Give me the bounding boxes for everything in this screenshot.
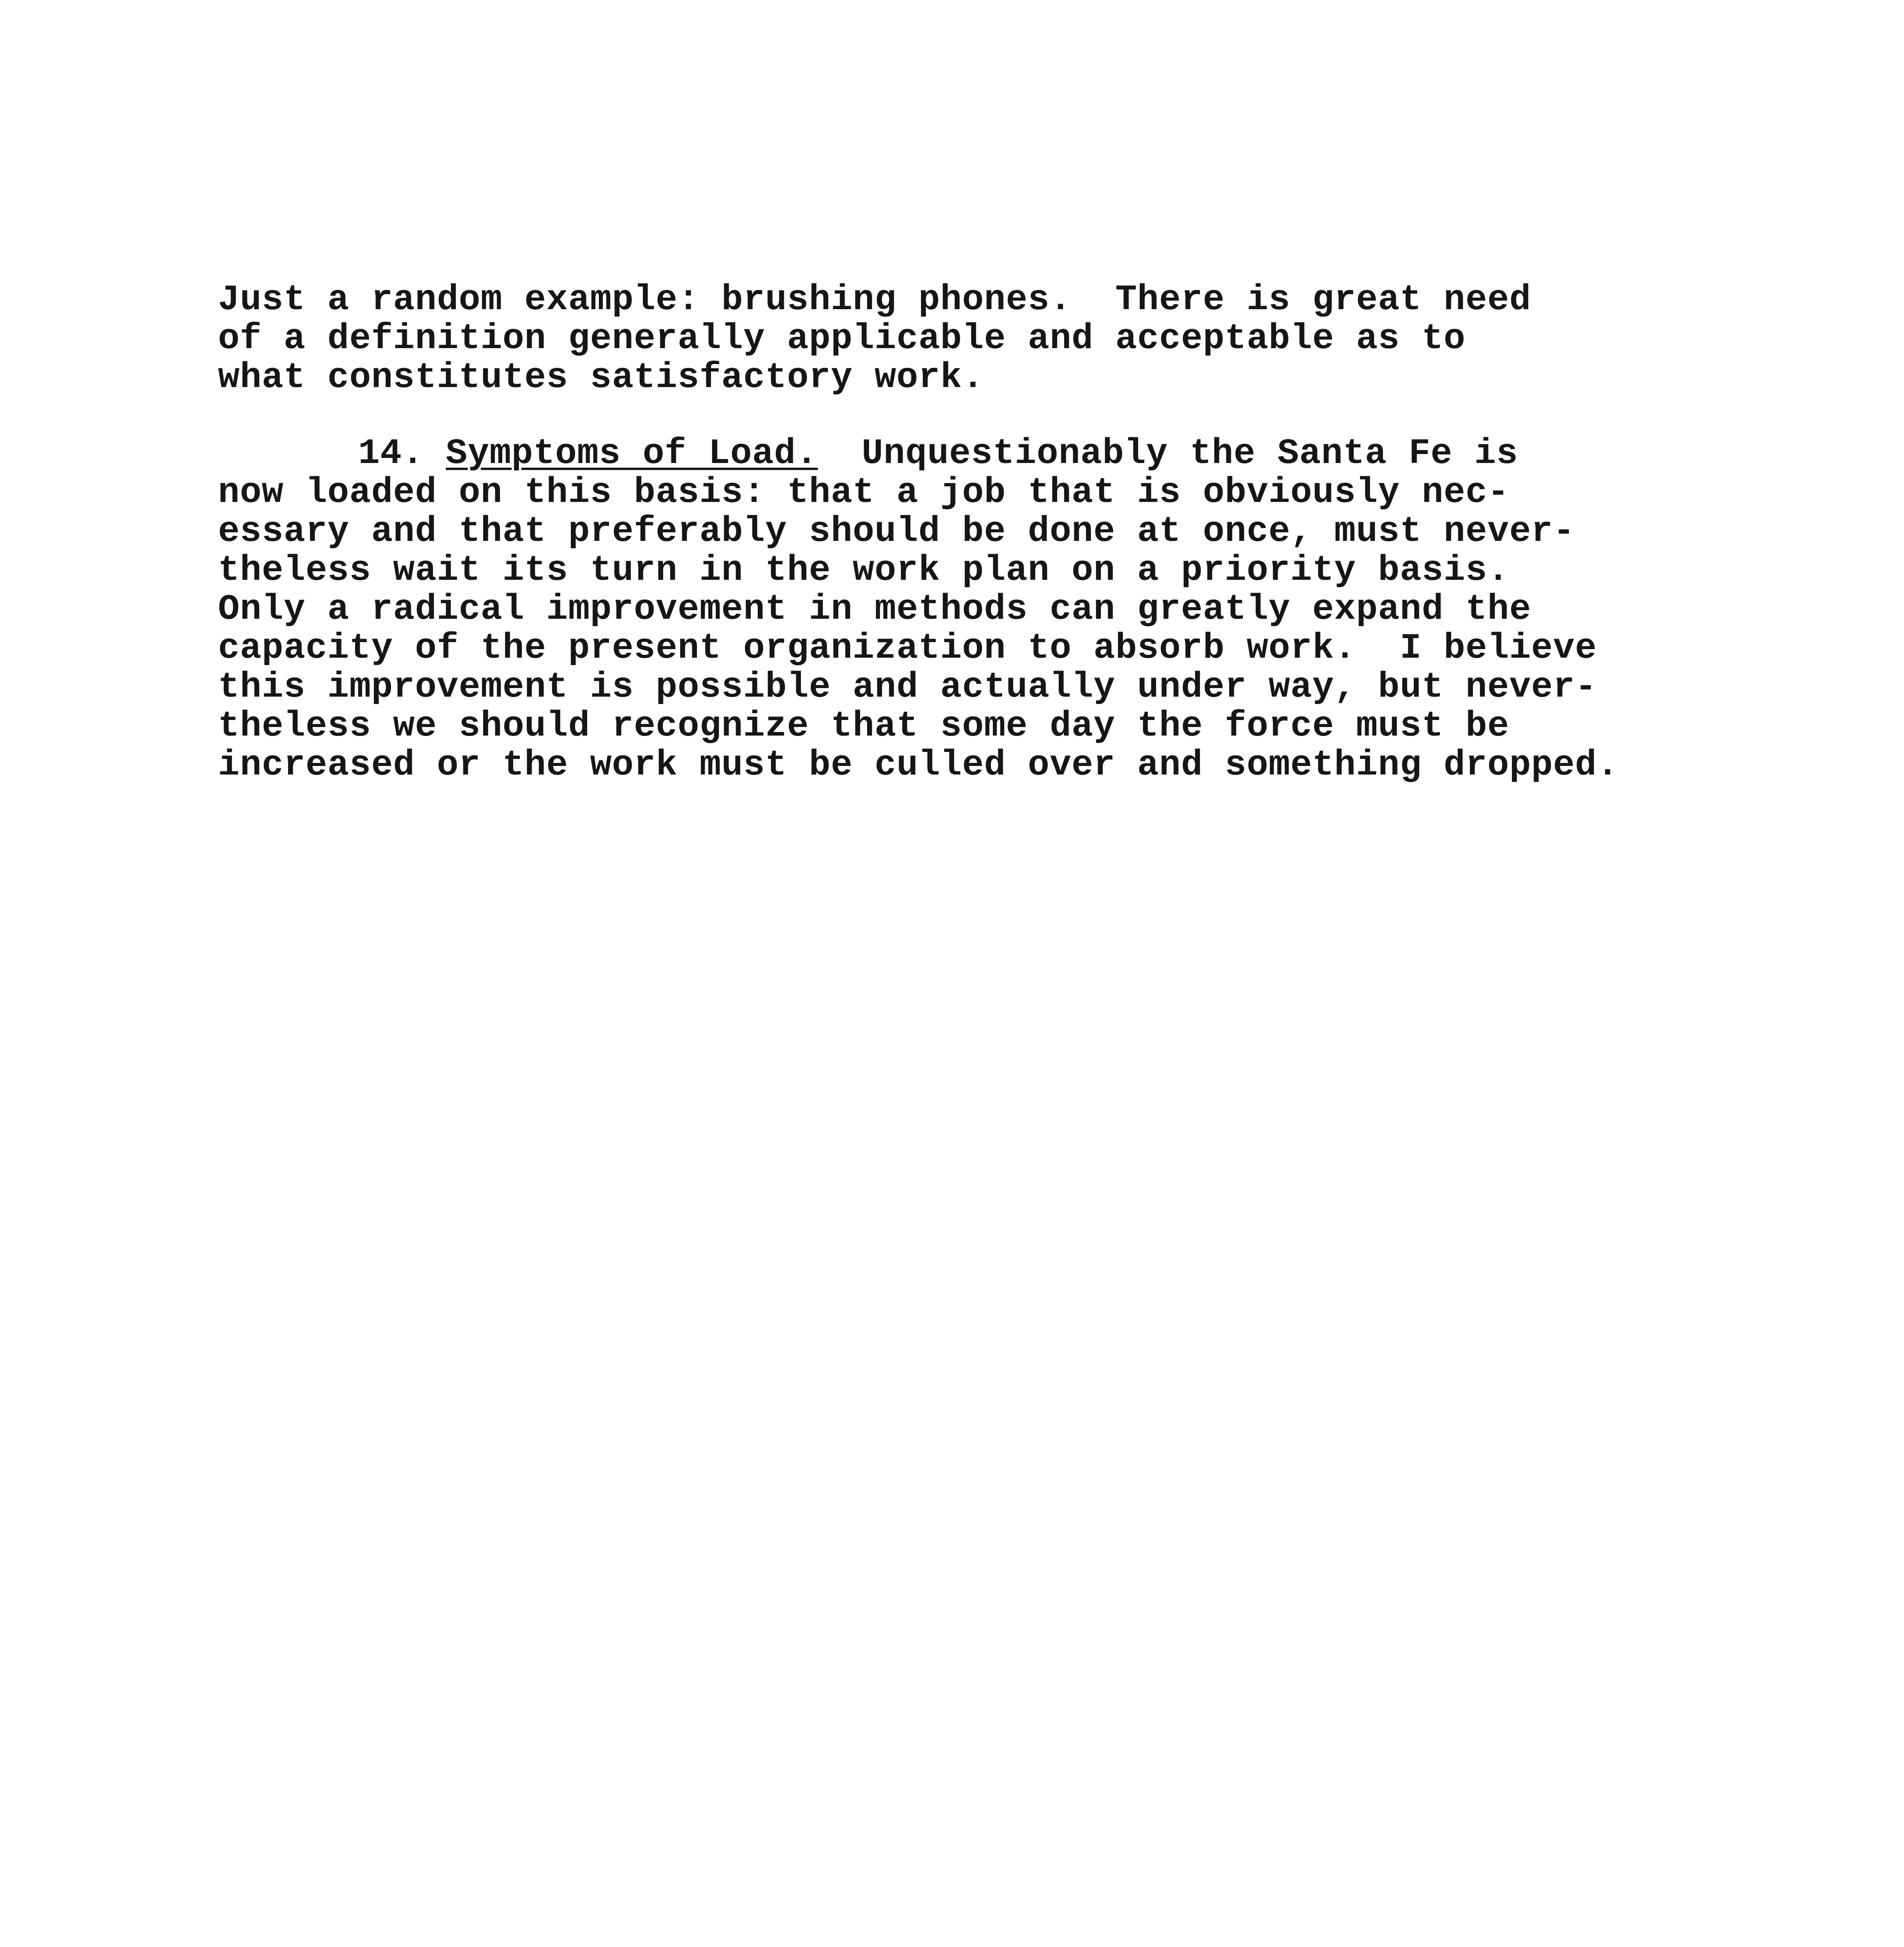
paragraph-2-line-3: essary and that preferably should be done at once, must never- (218, 511, 1575, 552)
paragraph-2-line-6: capacity of the present organization to absorb work. I believe (218, 628, 1597, 669)
paragraph-2-heading-line (218, 434, 1690, 473)
paragraph-2-line-4: theless wait its turn in the work plan on a priority basis. (218, 550, 1510, 591)
paragraph-2-line-5: Only a radical improvement in methods can greatly expand the (218, 589, 1531, 630)
paragraph-2 (218, 434, 1690, 785)
section-heading: Symptoms of Load. (445, 433, 818, 474)
paragraph-1-line-3: what constitutes satisfactory work. (218, 357, 984, 398)
paragraph-1-line-1: Just a random example: brushing phones. There is great need (218, 279, 1531, 320)
section-number: 14. (358, 433, 424, 474)
paragraph-1 (218, 280, 1690, 397)
paragraph-2-line-2: now loaded on this basis: that a job that is obviously nec- (218, 472, 1510, 513)
paragraph-2-line-9: increased or the work must be culled over and something dropped. (218, 745, 1619, 785)
paragraph-2-line-7: this improvement is possible and actually under way, but never- (218, 667, 1597, 708)
paragraph-2-line-1-text: Unquestionably the Santa Fe is (818, 433, 1519, 474)
paragraph-1-line-2: of a definition generally applicable and acceptable as to (218, 318, 1466, 359)
paragraph-2-line-8: theless we should recognize that some day the force must be (218, 706, 1510, 746)
